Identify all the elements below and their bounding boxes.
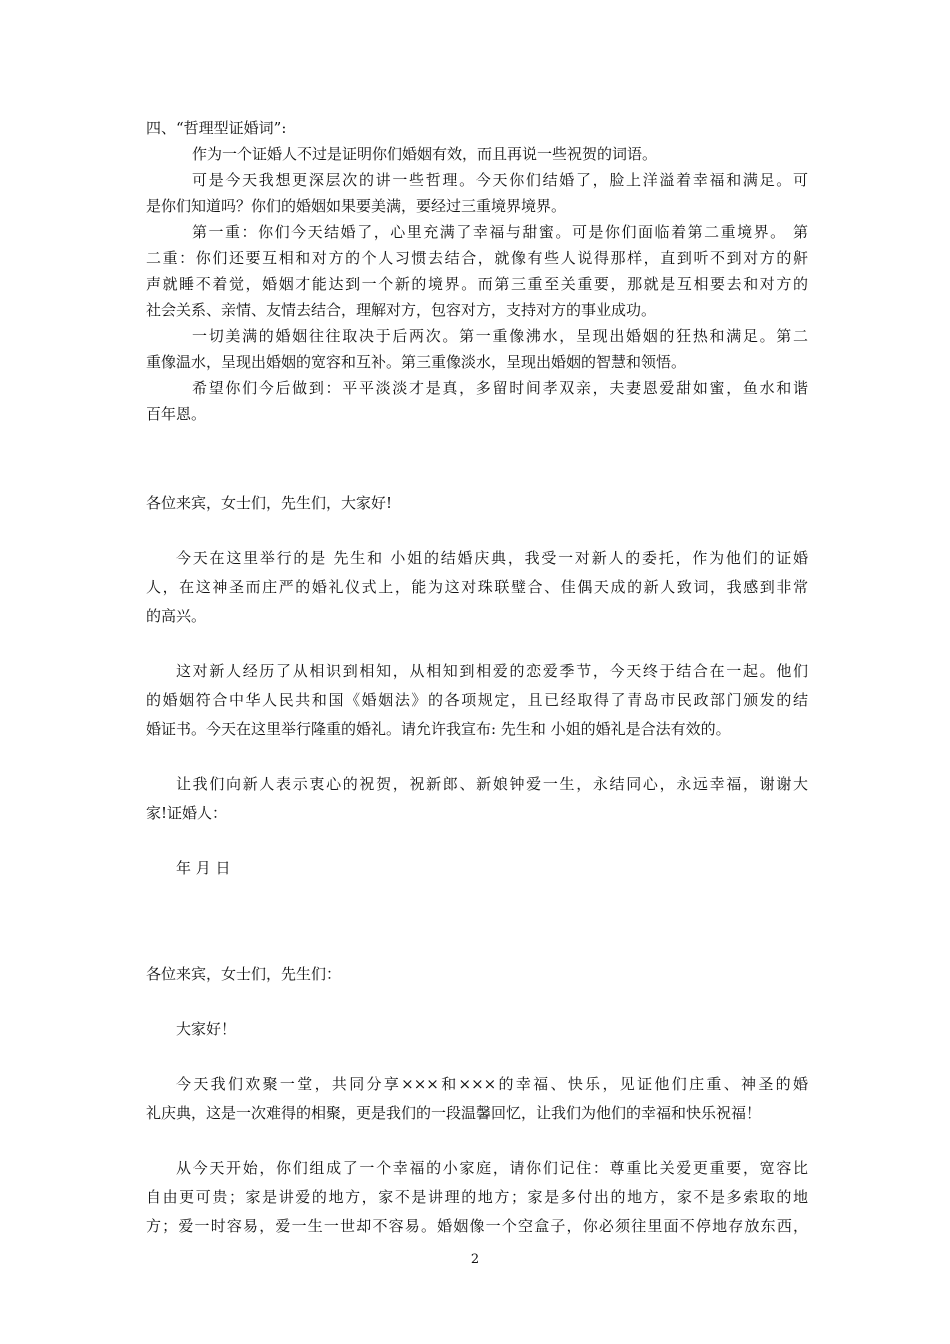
text-line: 让我们向新人表示衷心的祝贺，祝新郎、新娘钟爱一生，永结同心，永远幸福，谢谢大 xyxy=(176,775,808,793)
paragraph xyxy=(146,1015,808,1044)
text-line: 声就睡不着觉，婚姻才能达到一个新的境界。而第三重至关重要，那就是互相要去和对方的 xyxy=(146,275,808,293)
text-line: 的高兴。 xyxy=(146,607,207,625)
greeting: 各位来宾，女士们，先生们： xyxy=(146,965,342,983)
text-line: 重像温水，呈现出婚姻的宽容和互补。第三重像淡水，呈现出婚姻的智慧和领悟。 xyxy=(146,353,687,371)
text-line: 可是今天我想更深层次的讲一些哲理。今天你们结婚了，脸上洋溢着幸福和满足。可 xyxy=(192,171,808,189)
text-line: 家!证婚人： xyxy=(146,804,228,822)
paragraph xyxy=(146,167,808,219)
text-line: 百年恩。 xyxy=(146,405,207,423)
witness-speech-section xyxy=(146,489,808,909)
date-paragraph xyxy=(146,854,808,883)
greeting-paragraph xyxy=(146,489,808,518)
paragraph xyxy=(146,219,808,323)
text-line: 社会关系、亲情、友情去结合，理解对方，包容对方，支持对方的事业成功。 xyxy=(146,301,657,319)
greeting: 各位来宾，女士们，先生们，大家好! xyxy=(146,494,393,512)
text-line: 婚证书。今天在这里举行隆重的婚礼。请允许我宣布: 先生和 小姐的婚礼是合法有效的。 xyxy=(146,720,731,738)
text-line: 今天我们欢聚一堂，共同分享×××和×××的幸福、快乐，见证他们庄重、神圣的婚 xyxy=(176,1075,808,1093)
wedding-speech-section xyxy=(146,960,808,1267)
text-line: 是你们知道吗？你们的婚姻如果要美满，要经过三重境界境界。 xyxy=(146,197,567,215)
paragraph xyxy=(146,657,808,744)
text-line: 大家好！ xyxy=(176,1020,237,1038)
text-line: 礼庆典，这是一次难得的相聚，更是我们的一段温馨回忆，让我们为他们的幸福和快乐祝福！ xyxy=(146,1104,762,1122)
text-line: 从今天开始，你们组成了一个幸福的小家庭，请你们记住：尊重比关爱更重要，宽容比 xyxy=(176,1159,808,1177)
philosophy-speech-section xyxy=(146,115,808,427)
text-line: 方；爱一时容易，爱一生一世却不容易。婚姻像一个空盒子，你必须往里面不停地存放东西， xyxy=(146,1217,808,1235)
paragraph xyxy=(146,544,808,631)
paragraph xyxy=(146,141,808,167)
text-line: 自由更可贵；家是讲爱的地方，家不是讲理的地方；家是多付出的地方，家不是多索取的地 xyxy=(146,1188,808,1206)
text-line: 一切美满的婚姻往往取决于后两次。第一重像沸水，呈现出婚姻的狂热和满足。第二 xyxy=(192,327,808,345)
text-line: 今天在这里举行的是 先生和 小姐的结婚庆典，我受一对新人的委托，作为他们的证婚 xyxy=(176,549,808,567)
paragraph xyxy=(146,770,808,828)
date-line: 年 月 日 xyxy=(176,859,231,877)
text-line: 希望你们今后做到：平平淡淡才是真，多留时间孝双亲，夫妻恩爱甜如蜜，鱼水和谐 xyxy=(192,379,808,397)
text-line: 人，在这神圣而庄严的婚礼仪式上，能为这对珠联璧合、佳偶天成的新人致词，我感到非常 xyxy=(146,578,808,596)
text-line: 二重：你们还要互相和对方的个人习惯去结合，就像有些人说得那样，直到听不到对方的鼾 xyxy=(146,249,808,267)
section-heading: 四、“哲理型证婚词”: xyxy=(146,119,287,137)
text-line: 第一重：你们今天结婚了，心里充满了幸福与甜蜜。可是你们面临着第二重境界。 第 xyxy=(192,223,808,241)
text-line: 这对新人经历了从相识到相知，从相知到相爱的恋爱季节，今天终于结合在一起。他们 xyxy=(176,662,808,680)
paragraph xyxy=(146,1154,808,1241)
paragraph xyxy=(146,323,808,375)
page-number: 2 xyxy=(470,1252,480,1267)
paragraph xyxy=(146,375,808,427)
paragraph xyxy=(146,1070,808,1128)
greeting-paragraph xyxy=(146,960,808,989)
text-line: 的婚姻符合中华人民共和国《婚姻法》的各项规定，且已经取得了青岛市民政部门颁发的结 xyxy=(146,691,808,709)
text-line: 作为一个证婚人不过是证明你们婚姻有效，而且再说一些祝贺的词语。 xyxy=(192,145,658,163)
